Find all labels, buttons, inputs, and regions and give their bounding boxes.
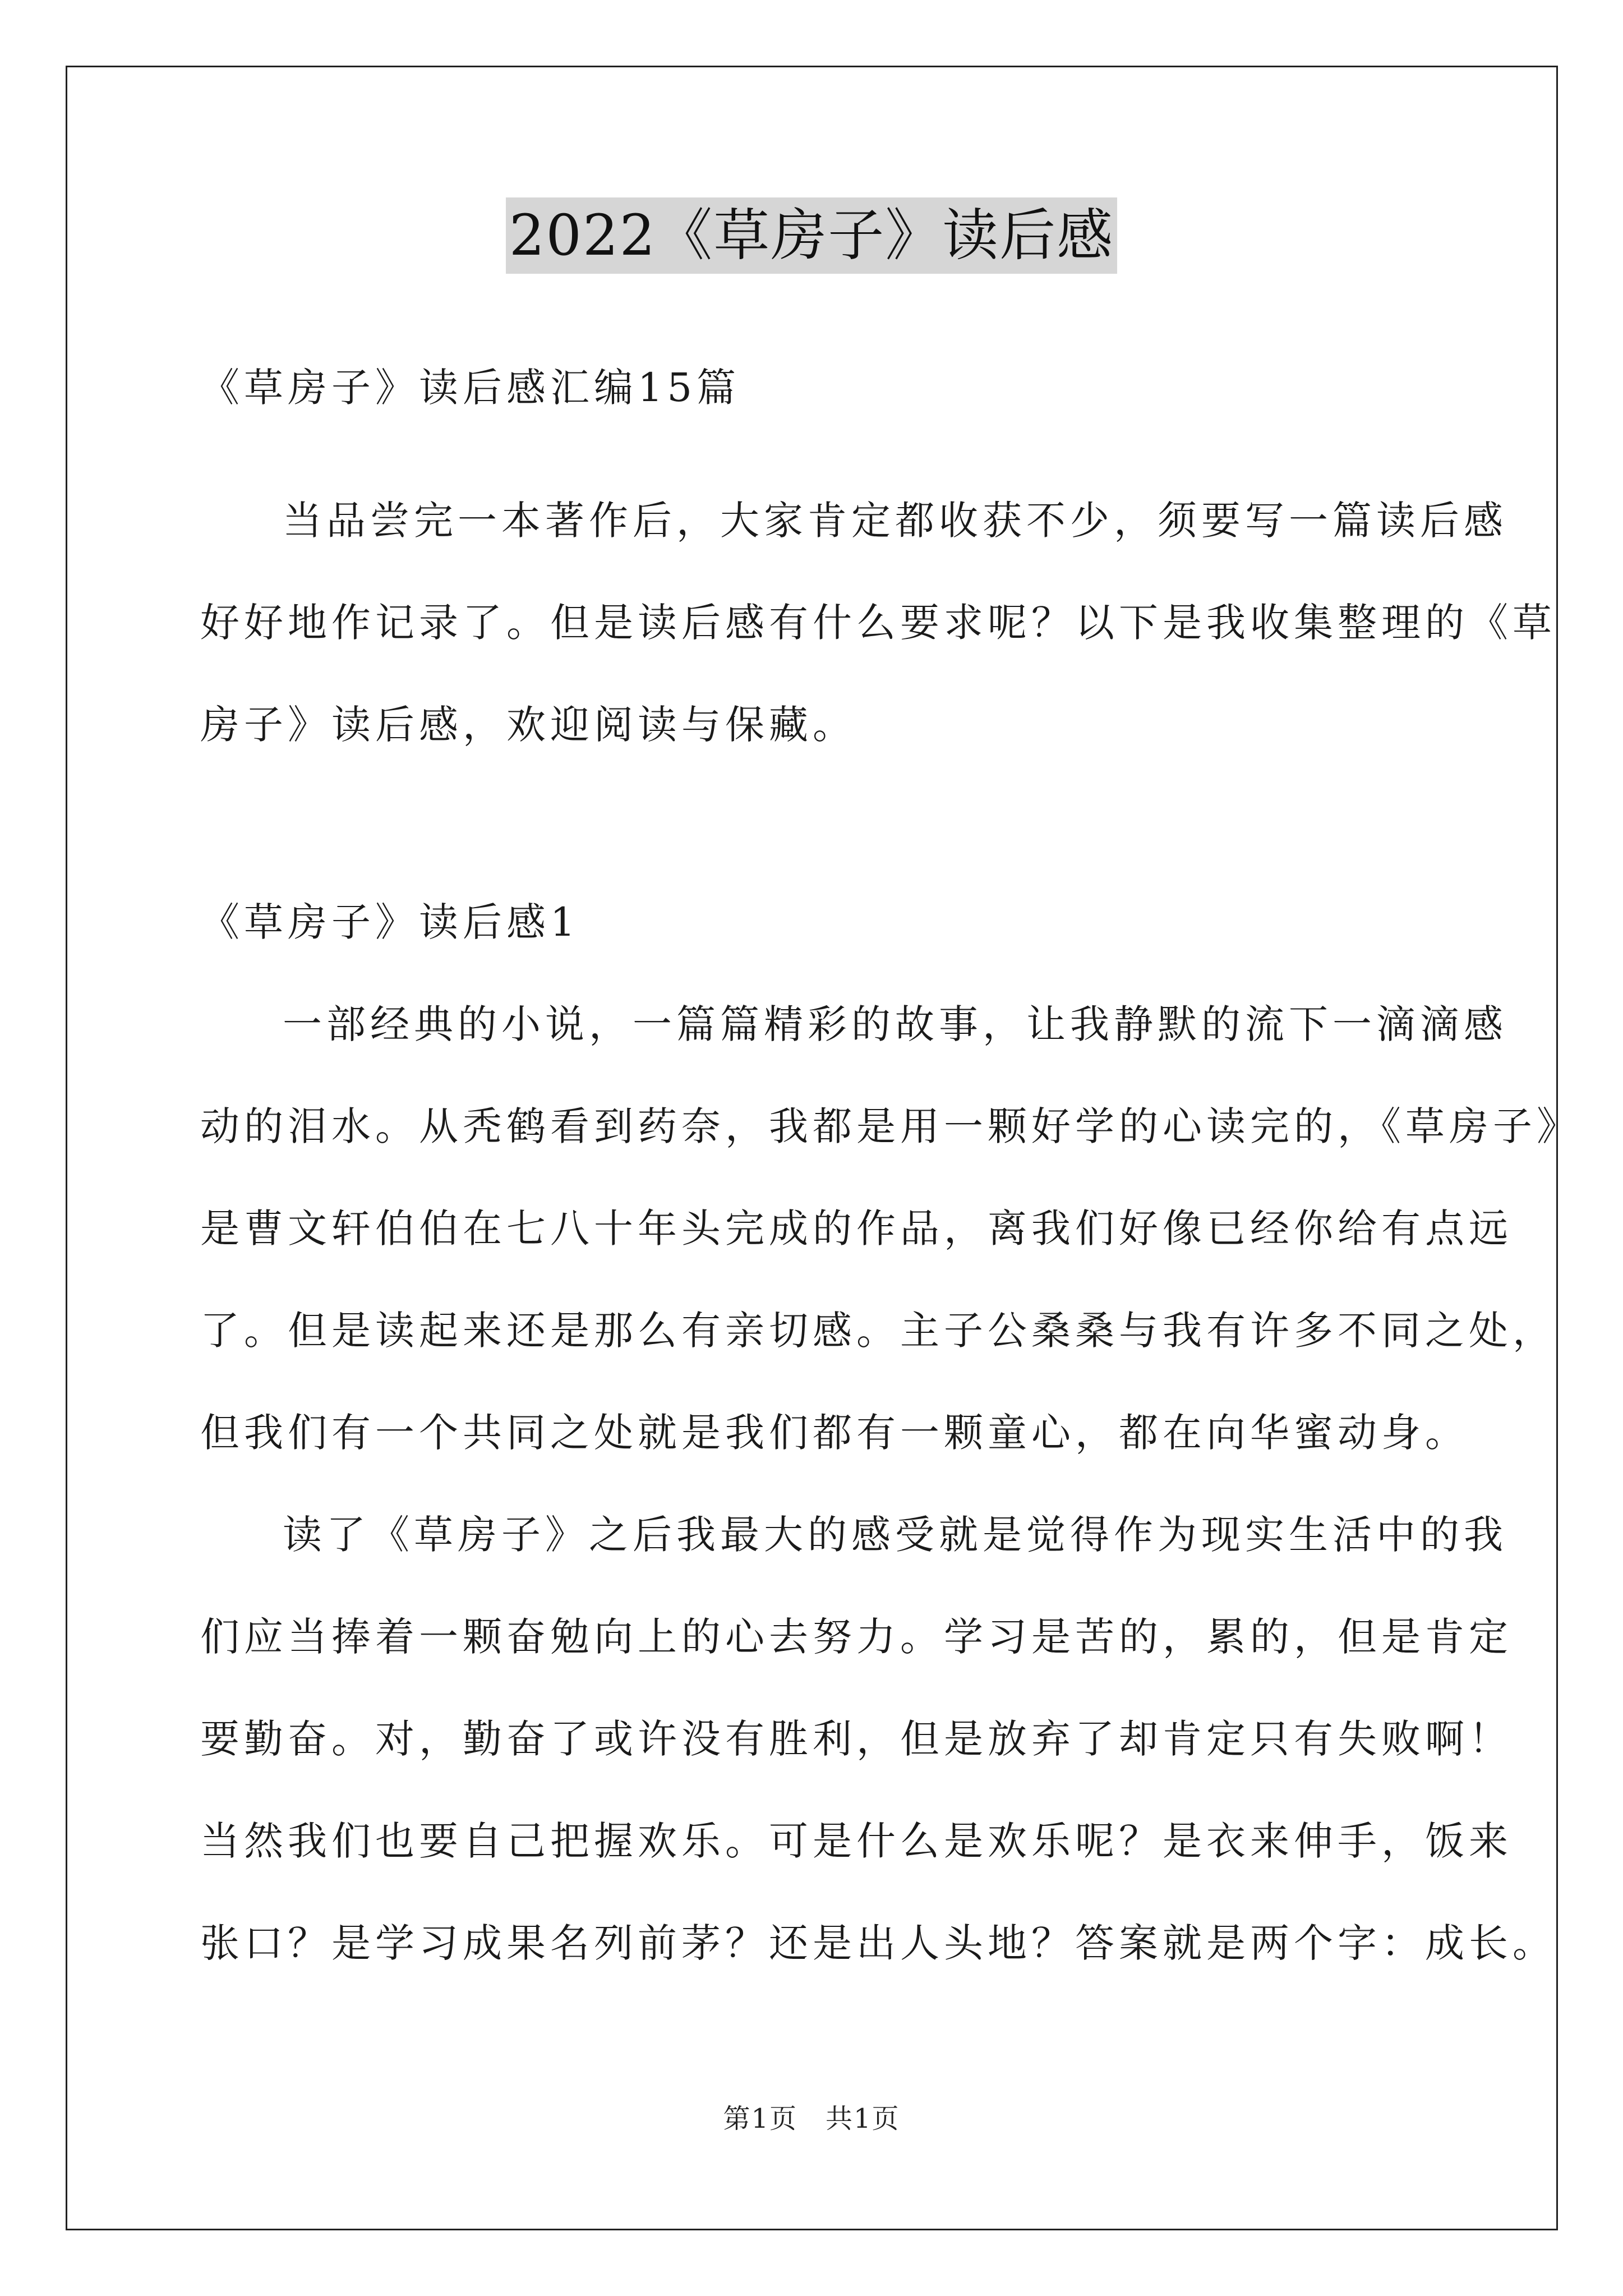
paragraph-line: 好好地作记录了。但是读后感有什么要求呢？以下是我收集整理的《草 <box>200 600 1556 646</box>
paragraph-line: 当然我们也要自己把握欢乐。可是什么是欢乐呢？是衣来伸手，饭来 <box>200 1818 1513 1864</box>
title-container <box>0 197 1623 274</box>
paragraph-line: 当品尝完一本著作后，大家肯定都收获不少，须要写一篇读后感 <box>283 498 1507 544</box>
section-heading: 《草房子》读后感1 <box>200 899 580 945</box>
subtitle-line: 《草房子》读后感汇编15篇 <box>200 365 741 411</box>
document-title: 2022《草房子》读后感 <box>506 197 1118 274</box>
paragraph-line: 是曹文轩伯伯在七八十年头完成的作品，离我们好像已经你给有点远 <box>200 1205 1513 1251</box>
paragraph-line: 们应当捧着一颗奋勉向上的心去努力。学习是苦的，累的，但是肯定 <box>200 1614 1513 1660</box>
document-body <box>200 337 1580 1994</box>
paragraph-line: 读了《草房子》之后我最大的感受就是觉得作为现实生活中的我 <box>283 1512 1507 1558</box>
paragraph-line: 但我们有一个共同之处就是我们都有一颗童心，都在向华蜜动身。 <box>200 1410 1469 1456</box>
page-number: 第1页 共1页 <box>723 2103 900 2134</box>
paragraph-line: 房子》读后感，欢迎阅读与保藏。 <box>200 702 856 748</box>
paragraph-line: 张口？是学习成果名列前茅？还是出人头地？答案就是两个字：成长。 <box>200 1920 1556 1966</box>
paragraph-line: 了。但是读起来还是那么有亲切感。主子公桑桑与我有许多不同之处， <box>200 1308 1556 1354</box>
paragraph-line: 动的泪水。从秃鹤看到药奈，我都是用一颗好学的心读完的，《草房子》 <box>200 1103 1580 1149</box>
paragraph-line: 要勤奋。对，勤奋了或许没有胜利，但是放弃了却肯定只有失败啊！ <box>200 1716 1513 1762</box>
paragraph-line: 一部经典的小说，一篇篇精彩的故事，让我静默的流下一滴滴感 <box>283 1001 1507 1047</box>
